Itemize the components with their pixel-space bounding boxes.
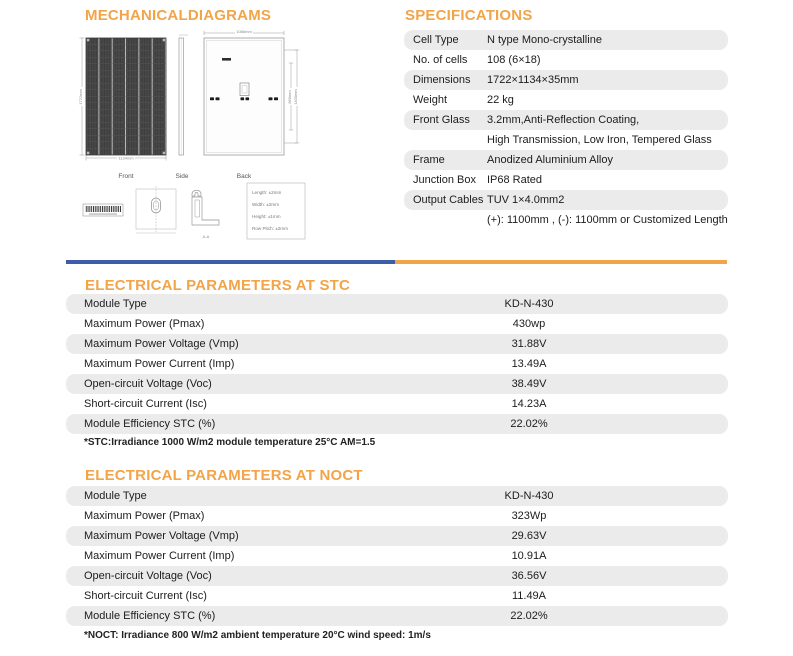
row-label: Dimensions [413, 74, 471, 86]
row-value: 108 (6×18) [487, 54, 541, 66]
table-row [66, 294, 728, 314]
row-label: Output Cables [413, 194, 484, 206]
row-value: 3.2mm,Anti-Reflection Coating, [487, 114, 640, 126]
row-label: Open-circuit Voltage (Voc) [84, 378, 212, 390]
row-value: KD-N-430 [504, 298, 554, 310]
table-row [66, 566, 728, 586]
row-label: Maximum Power (Pmax) [84, 318, 205, 330]
row-label: No. of cells [413, 54, 468, 66]
divider-orange-segment [395, 260, 727, 264]
row-label: Weight [413, 94, 448, 106]
row-value: 29.63V [511, 530, 547, 542]
noct-parameters-table [66, 486, 728, 626]
row-label: Maximum Power Voltage (Vmp) [84, 338, 239, 350]
specifications-table [404, 30, 728, 230]
row-value: 22.02% [510, 610, 548, 622]
barcode [83, 204, 123, 216]
row-value: High Transmission, Low Iron, Tempered Glass [487, 134, 712, 146]
table-row [404, 90, 728, 110]
frame-cross-section [192, 190, 219, 225]
back-view [204, 29, 299, 180]
noct-footnote: *NOCT: Irradiance 800 W/m2 ambient temperature 20°C wind speed: 1m/s [84, 630, 431, 641]
tolerance-height: Height: ±1mm [252, 214, 281, 219]
stc-footnote: *STC:Irradiance 1000 W/m2 module temperature 25°C AM=1.5 [84, 437, 376, 448]
front-height-label: 1722mm [78, 89, 83, 105]
row-value: 22.02% [510, 418, 548, 430]
row-label: Frame [413, 154, 445, 166]
table-row [66, 606, 728, 626]
row-value: N type Mono-crystalline [487, 34, 602, 46]
row-value: 10.91A [511, 550, 547, 562]
side-view [175, 35, 188, 180]
row-value: 22 kg [487, 94, 514, 106]
mechanical-diagrams-title: MECHANICALDIAGRAMS [85, 7, 272, 24]
table-row [66, 354, 728, 374]
table-row [66, 414, 728, 434]
table-row [66, 374, 728, 394]
stc-parameters-table [66, 294, 728, 434]
table-row [404, 50, 728, 70]
row-value: 36.56V [511, 570, 547, 582]
row-value: 11.49A [511, 590, 547, 602]
row-value: 31.88V [511, 338, 547, 350]
front-view [78, 38, 166, 180]
table-row [404, 150, 728, 170]
row-value: 13.49A [511, 358, 547, 370]
back-width-label: 1086mm [236, 29, 252, 35]
table-row [404, 70, 728, 90]
back-nameplate [222, 58, 231, 61]
hole-pitch-outer-label: 1400mm [293, 89, 299, 105]
table-row [66, 486, 728, 506]
table-row [404, 130, 728, 150]
row-label: Front Glass [413, 114, 470, 126]
row-value: KD-N-430 [504, 490, 554, 502]
tolerance-row-pitch: Row Pitch: ±2mm [252, 226, 288, 231]
tolerance-box [247, 183, 305, 239]
row-value: 1722×1134×35mm [487, 74, 579, 86]
tolerance-width: Width: ±2mm [252, 202, 280, 207]
specifications-title: SPECIFICATIONS [405, 7, 533, 24]
stc-section-title: ELECTRICAL PARAMETERS AT STC [85, 277, 351, 294]
table-row [404, 110, 728, 130]
row-value: 430wp [512, 318, 546, 330]
row-label: Maximum Power Current (Imp) [84, 550, 235, 562]
back-view-label: Back [236, 173, 252, 180]
mounting-hole-detail [136, 186, 176, 233]
row-label: Module Efficiency STC (%) [84, 418, 216, 430]
table-row [404, 170, 728, 190]
row-value: IP68 Rated [487, 174, 543, 186]
table-row [66, 334, 728, 354]
row-value: Anodized Aluminium Alloy [487, 154, 613, 166]
divider-blue-segment [66, 260, 395, 264]
row-value: TUV 1×4.0mm2 [487, 194, 565, 206]
table-row [66, 586, 728, 606]
row-value: 38.49V [511, 378, 547, 390]
row-label: Short-circuit Current (Isc) [84, 398, 207, 410]
row-label: Maximum Power (Pmax) [84, 510, 205, 522]
row-label: Module Type [84, 490, 147, 502]
tolerance-length: Length: ±2mm [252, 190, 282, 195]
row-label: Cell Type [413, 34, 459, 46]
table-row [404, 190, 728, 210]
table-row [66, 546, 728, 566]
table-row [66, 526, 728, 546]
junction-box [240, 83, 249, 96]
row-label: Junction Box [413, 174, 476, 186]
side-view-label: Side [175, 173, 189, 180]
row-label: Module Type [84, 298, 147, 310]
row-label: Short-circuit Current (Isc) [84, 590, 207, 602]
row-label: Maximum Power Voltage (Vmp) [84, 530, 239, 542]
row-label: Maximum Power Current (Imp) [84, 358, 235, 370]
front-width-label: 1134mm [118, 155, 134, 161]
noct-section-title: ELECTRICAL PARAMETERS AT NOCT [85, 467, 363, 484]
table-row [404, 30, 728, 50]
section-a-a-label: A-A [202, 234, 210, 239]
row-label: Open-circuit Voltage (Voc) [84, 570, 212, 582]
section-divider [66, 260, 727, 264]
table-row [66, 314, 728, 334]
table-row [66, 394, 728, 414]
front-view-label: Front [118, 173, 134, 180]
table-row [66, 506, 728, 526]
row-value: (+): 1100mm , (-): 1100mm or Customized Length [487, 214, 728, 226]
mechanical-drawing [75, 28, 315, 253]
table-row [404, 210, 728, 230]
row-label: Module Efficiency STC (%) [84, 610, 216, 622]
row-value: 323Wp [511, 510, 547, 522]
row-value: 14.23A [511, 398, 547, 410]
hole-pitch-inner-label: 860mm [287, 90, 293, 104]
